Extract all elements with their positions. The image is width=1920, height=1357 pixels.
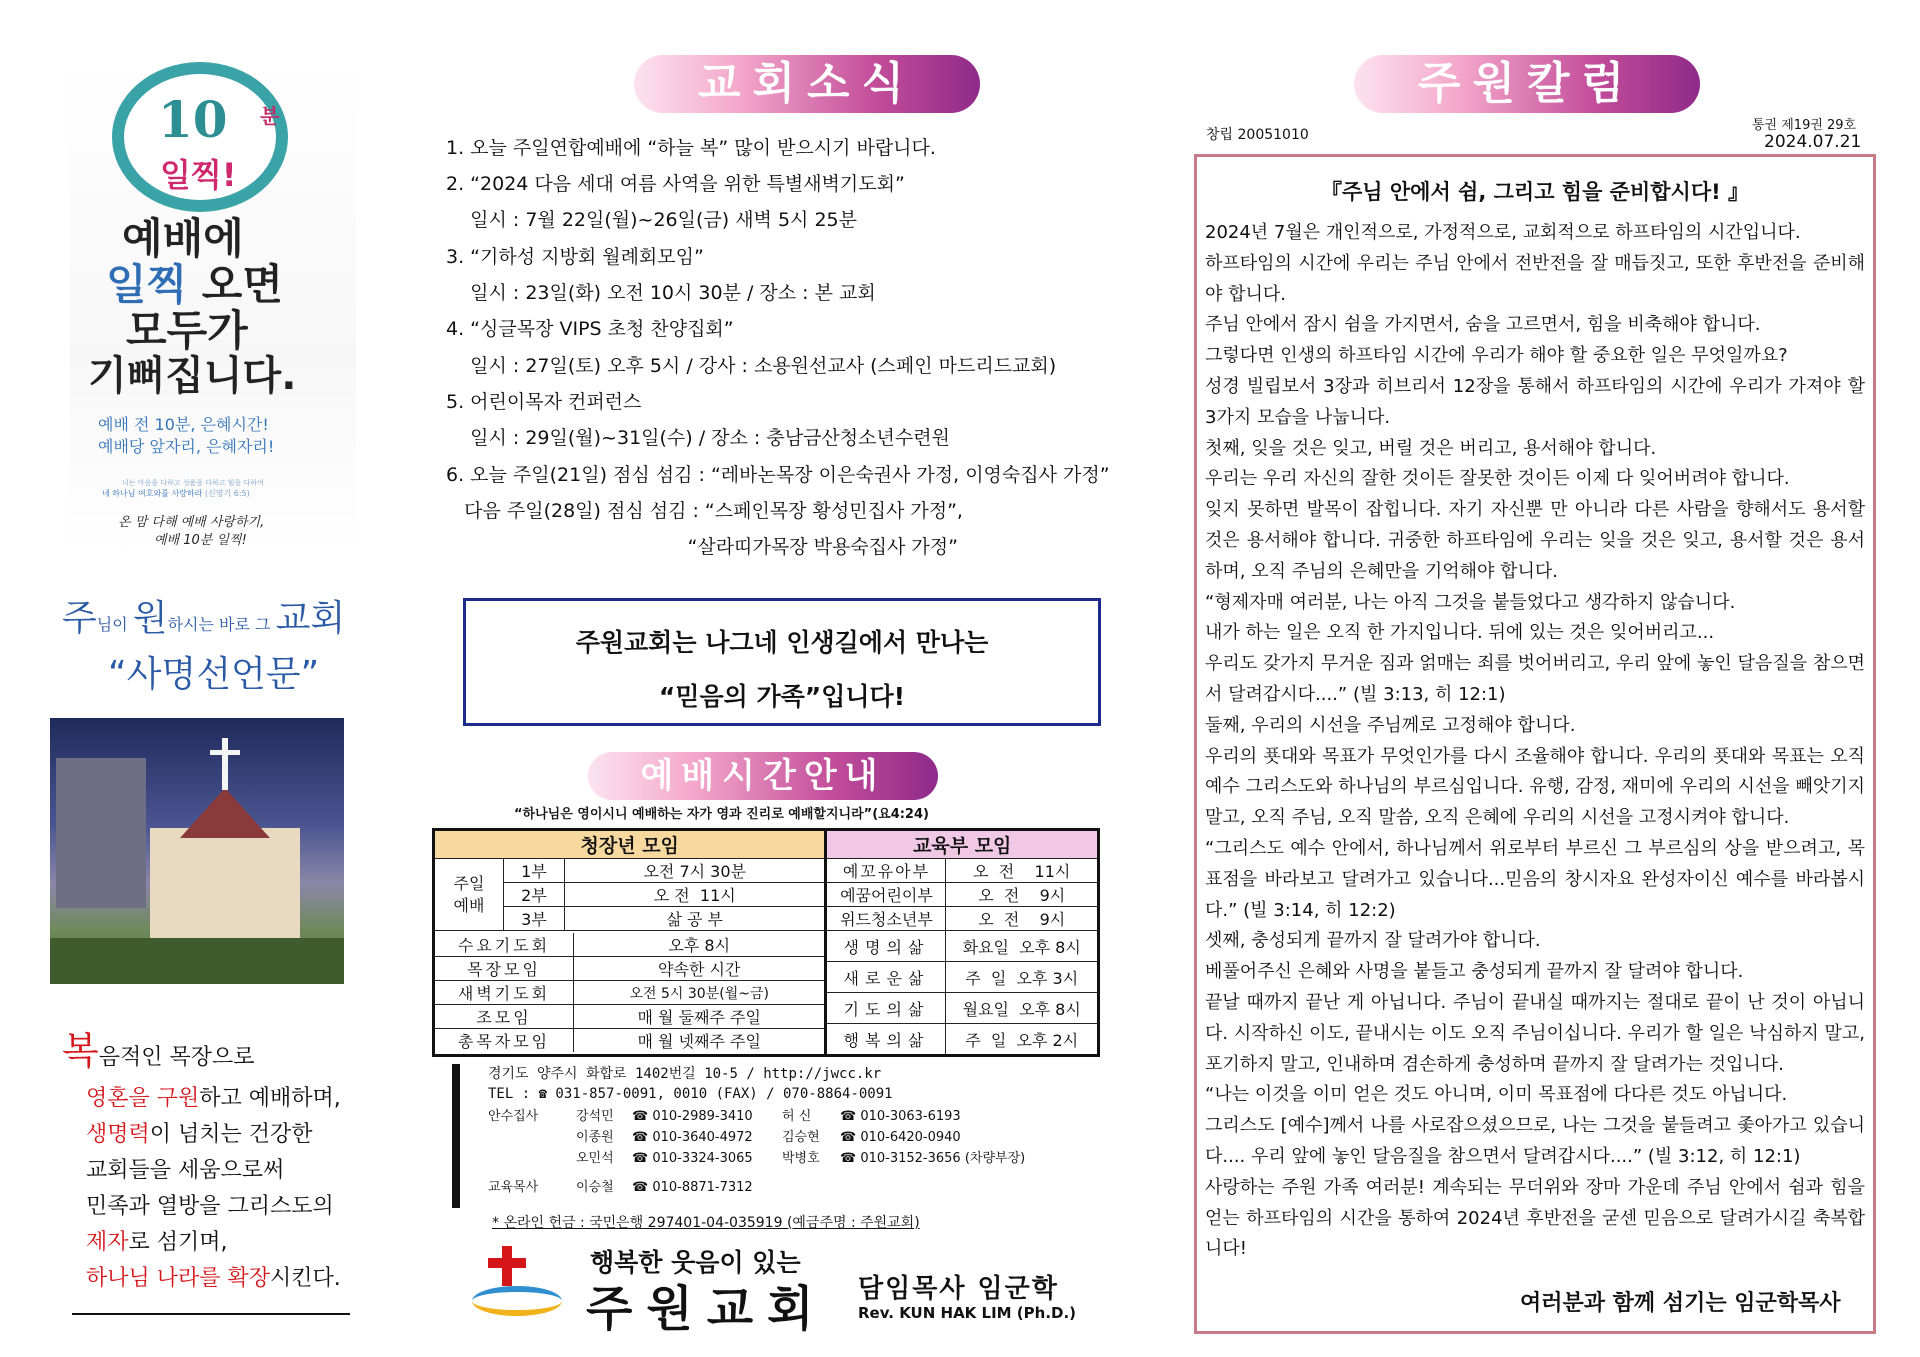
- column-paragraph: 베풀어주신 은혜와 사명을 붙들고 충성되게 끝까지 잘 달려야 합니다.: [1205, 961, 1744, 983]
- table-row: 약속한 시간: [574, 957, 825, 981]
- column-paragraph: 그렇다면 인생의 하프타임 시간에 우리가 해야 할 중요한 일은 무엇일까요?: [1205, 345, 1788, 367]
- staff-row: 이종원 ☎ 010-3640-4972 김승현 ☎ 010-6420-0940: [576, 1130, 961, 1145]
- column-paragraph: 사랑하는 주원 가족 여러분! 계속되는 무더위와 장마 가운데 주님 안에서 쉼과 힘을 얻는 하프타임의 시간을 통하여 2024년 후반전을 굳센 믿음으로 달려가시길 축복합니다!: [1205, 1176, 1865, 1260]
- vision-line: 하나님 나라를 확장시킨다.: [86, 1266, 341, 1291]
- vision-statement: [62, 1020, 362, 1297]
- vision-title: 복음적인 목장으로: [62, 1029, 255, 1073]
- column-paragraph: 끝날 때까지 끝난 게 아닙니다. 주님이 끝내실 때까지는 절대로 끝이 난 것이 아닙니다. 시작하신 이도, 끝내시는 이도 오직 주님이십니다. 우리가 할 일은 낙심하지 말고, 포기하지 말고, 인내하며 겸손하게 충성하며 끝까지 잘 달려가는 것입니다.: [1205, 991, 1865, 1075]
- column-paragraph: 주님 안에서 잠시 쉼을 가지면서, 숨을 고르면서, 힘을 비축해야 합니다.: [1205, 314, 1761, 336]
- logo-church-name: 주원교회: [586, 1281, 828, 1337]
- table-row: 조모임: [435, 1005, 574, 1029]
- news-item: 5. 어린이목자 컨퍼런스: [446, 391, 642, 413]
- contact-bar: [452, 1064, 460, 1208]
- column-paragraph: 첫째, 잊을 것은 잊고, 버릴 것은 버리고, 용서해야 합니다.: [1205, 437, 1657, 459]
- news-item: 일시 : 29일(월)~31일(수) / 장소 : 충남금산청소년수련원: [446, 427, 950, 449]
- news-item: 3. “기하성 지방회 월례회모임”: [446, 246, 704, 268]
- pastor-english: Rev. KUN HAK LIM (Ph.D.): [858, 1304, 1077, 1322]
- news-header: 교회소식: [634, 55, 980, 113]
- vision-line: 생명력이 넘치는 건강한: [86, 1122, 313, 1147]
- news-item: 일시 : 23일(화) 오전 10시 30분 / 장소 : 본 교회: [446, 282, 876, 304]
- column-title: 『주님 안에서 쉼, 그리고 힘을 준비합시다! 』: [1321, 180, 1749, 204]
- table-row: 생명의삶: [827, 931, 946, 962]
- column-paragraph: 내가 하는 일은 오직 한 가지입니다. 뒤에 있는 것은 잊어버리고...: [1205, 622, 1715, 644]
- column-paragraph: 2024년 7월은 개인적으로, 가정적으로, 교회적으로 하프타임의 시간입니다.: [1205, 222, 1801, 243]
- table-row: 오 전 9시: [946, 883, 1099, 907]
- table-row: 위드청소년부: [826, 907, 946, 931]
- banner-line-1: 예배에: [122, 214, 244, 263]
- table-row: 예꼬유아부: [826, 859, 946, 883]
- table-row: 매 월 넷째주 주일: [574, 1029, 825, 1053]
- table-row: 새로운삶: [827, 962, 946, 993]
- banner-small-1: 너는 마음을 다하고 성품을 다하고 힘을 다하여: [122, 479, 264, 487]
- table-row: 오후 8시: [574, 933, 825, 957]
- table-row: 1부 오전 7시 30분: [504, 859, 826, 883]
- banner-line-2: 일찍 오면: [106, 260, 283, 309]
- table-row: 새벽기도회: [435, 981, 574, 1005]
- column-paragraph: “형제자매 여러분, 나는 아직 그것을 붙들었다고 생각하지 않습니다.: [1205, 591, 1736, 613]
- news-item: “살라띠가목장 박용숙집사 가정”: [446, 536, 958, 558]
- logo-tagline: 행복한 웃음이 있는: [590, 1248, 801, 1277]
- vision-line: 교회들을 세움으로써: [86, 1158, 285, 1183]
- table-row: 예꿈어린이부: [826, 883, 946, 907]
- phone-line: TEL : ☎ 031-857-0091, 0010 (FAX) / 070-8864-0091: [488, 1086, 893, 1102]
- table-row: 수요기도회: [435, 933, 574, 957]
- column-signature: 여러분과 함께 섬기는 임군학목사: [1520, 1291, 1841, 1316]
- table-row: 월요일 오후 8시: [946, 993, 1097, 1024]
- contact-info: [488, 1064, 893, 1104]
- banner-highlight: 일찍: [106, 260, 188, 309]
- worship-early-banner: [70, 56, 356, 556]
- table-row: 3부 삶 공 부: [504, 907, 826, 931]
- logo-word: 일찍!: [160, 156, 237, 194]
- staff-row: 오민석 ☎ 010-3324-3065 박병호 ☎ 010-3152-3656 (차량부장): [576, 1151, 1026, 1166]
- table-row: 화요일 오후 8시: [946, 931, 1097, 962]
- vision-line: 민족과 열방을 그리스도의: [86, 1194, 334, 1219]
- news-item: 1. 오늘 주일연합예배에 “하늘 복” 많이 받으시기 바랍니다.: [446, 137, 936, 159]
- column-paragraph: 우리는 우리 자신의 잘한 것이든 잘못한 것이든 이제 다 잊어버려야 합니다.: [1205, 468, 1790, 490]
- news-item: 일시 : 7월 22일(월)~26일(금) 새벽 5시 25분: [446, 209, 857, 231]
- sunday-worship-label: 주일 예배: [434, 859, 504, 931]
- column-body: [1205, 218, 1865, 1265]
- founded-date: 창립 20051010: [1206, 127, 1309, 143]
- vision-line: 영혼을 구원하고 예배하며,: [86, 1086, 341, 1111]
- schedule-table-wrap: [432, 828, 1100, 1057]
- table-row: 행복의삶: [827, 1024, 946, 1055]
- column-paragraph: “그리스도 예수 안에서, 하나님께서 위로부터 부르신 그 부르심의 상을 받으려고, 목표점을 바라보고 달려가고 있습니다...믿음의 창시자요 완성자이신 예수를 바라봅시다.” (빌 3:14, 히 12:2): [1205, 837, 1865, 921]
- banner-handwriting-1: 온 맘 다해 예배 사랑하기,: [118, 515, 265, 530]
- family-motto-box: [463, 598, 1101, 726]
- address-line: 경기도 양주시 화합로 1402번길 10-5 / http://jwcc.kr: [488, 1066, 882, 1082]
- church-building-image: [50, 718, 344, 984]
- column-paragraph: “나는 이것을 이미 얻은 것도 아니며, 이미 목표점에 다다른 것도 아닙니다.: [1205, 1084, 1788, 1106]
- table-head-left: 청장년 모임: [434, 830, 826, 859]
- column-paragraph: 우리도 갖가지 무거운 짐과 얽매는 죄를 벗어버리고, 우리 앞에 놓인 달음질을 참으면서 달려갑시다....” (빌 3:13, 히 12:1): [1205, 653, 1865, 705]
- motto-line-2: “믿음의 가족”입니다!: [658, 682, 906, 711]
- table-row: 2부 오 전 11시: [504, 883, 826, 907]
- column-paragraph: 둘째, 우리의 시선을 주님께로 고정해야 합니다.: [1205, 714, 1576, 736]
- table-row: 매 월 둘째주 주일: [574, 1005, 825, 1029]
- online-offering: * 온라인 헌금 : 국민은행 297401-04-035919 (예금주명 : 주원교회): [492, 1215, 920, 1231]
- motto-line-1: 주원교회는 나그네 인생길에서 만나는: [575, 628, 989, 657]
- banner-small-2: 네 하나님 여호와를 사랑하라 (신명기 6:5): [102, 489, 250, 498]
- column-paragraph: 하프타임의 시간에 우리는 주님 안에서 전반전을 잘 매듭짓고, 또한 후반전을 준비해야 합니다.: [1205, 252, 1865, 305]
- left-bottom-rule: [72, 1313, 350, 1315]
- pastor-korean: 담임목사 임군학: [858, 1274, 1059, 1304]
- logo-unit: 분: [260, 104, 280, 128]
- news-item: 2. “2024 다음 세대 여름 사역을 위한 특별새벽기도회”: [446, 173, 905, 195]
- banner-line-4: 기뻐집니다.: [88, 353, 297, 399]
- staff-row: 교육목사 이승철 ☎ 010-8871-7312: [488, 1180, 753, 1195]
- table-row: 오 전 11시: [946, 859, 1099, 883]
- issue-number: 통권 제19권 29호: [1752, 118, 1857, 133]
- staff-list: [488, 1106, 1025, 1198]
- table-row: 주 일 오후 2시: [946, 1024, 1097, 1055]
- church-logo: [466, 1246, 576, 1326]
- table-head-right: 교육부 모임: [826, 830, 1099, 859]
- column-paragraph: 잊지 못하면 발목이 잡힙니다. 자기 자신뿐 만 아니라 다른 사람을 향해서도 용서할 것은 용서해야 합니다. 귀중한 하프타임에 우리는 잊을 것은 잊고, 용서할 것은 용서하며, 오직 주님의 은혜만을 기억해야 합니다.: [1205, 499, 1865, 582]
- logo-number: 10: [158, 90, 228, 149]
- staff-row: 안수집사 강석민 ☎ 010-2989-3410 허 신 ☎ 010-3063-6193: [488, 1109, 961, 1124]
- table-row: 오 전 9시: [946, 907, 1099, 931]
- column-header: 주원칼럼: [1354, 55, 1700, 113]
- banner-line-3: 모두가: [126, 306, 248, 355]
- column-paragraph: 성경 빌립보서 3장과 히브리서 12장을 통해서 하프타임의 시간에 우리가 가져야 할 3가지 모습을 나눕니다.: [1205, 375, 1865, 428]
- banner-sub-2: 예배당 앞자리, 은혜자리!: [98, 437, 275, 456]
- column-paragraph: 셋째, 충성되게 끝까지 잘 달려가야 합니다.: [1205, 930, 1541, 952]
- table-row: 오전 5시 30분(월~금): [574, 981, 825, 1005]
- banner-sub-1: 예배 전 10분, 은혜시간!: [98, 415, 269, 434]
- column-paragraph: 우리의 푯대와 목표가 무엇인가를 다시 조율해야 합니다. 우리의 푯대와 목표는 오직 예수 그리스도와 하나님의 부르심입니다. 유행, 감정, 재미에 우리의 시선을 빼앗기지 말고, 오직 주님, 오직 말씀, 오직 은혜에 우리의 시선을 고정시켜야 합니다.: [1205, 745, 1865, 829]
- table-row: 총목자모임: [435, 1029, 574, 1053]
- news-item: 6. 오늘 주일(21일) 점심 섬김 : “레바논목장 이은숙권사 가정, 이영숙집사 가정”: [446, 464, 1110, 486]
- schedule-table: [432, 828, 1100, 1057]
- news-item: 일시 : 27일(토) 오후 5시 / 강사 : 소용원선교사 (스페인 마드리드교회): [446, 355, 1057, 377]
- banner-handwriting-2: 예배 10분 일찍!: [154, 533, 247, 548]
- table-row: 기도의삶: [827, 993, 946, 1024]
- vision-line: 제자로 섬기며,: [86, 1230, 228, 1255]
- mission-heading: 주님이 원하시는 바로 그 교회: [62, 598, 346, 639]
- table-row: 주 일 오후 3시: [946, 962, 1097, 993]
- issue-date: 2024.07.21: [1764, 132, 1862, 152]
- worship-verse: “하나님은 영이시니 예배하는 자가 영과 진리로 예배할지니라”(요4:24): [514, 807, 929, 822]
- mission-title: “사명선언문”: [108, 654, 320, 695]
- news-item: 4. “싱글목장 VIPS 초청 찬양집회”: [446, 318, 734, 340]
- table-row: 목장모임: [435, 957, 574, 981]
- worship-header: 예배시간안내: [588, 752, 938, 800]
- column-paragraph: 그리스도 [예수]께서 나를 사로잡으셨으므로, 나는 그것을 붙들려고 좇아가고 있습니다.... 우리 앞에 놓인 달음질을 참으면서 달려갑시다....” (빌 3:12, 히 12:1): [1205, 1115, 1865, 1167]
- news-item: 다음 주일(28일) 점심 섬김 : “스페인목장 황성민집사 가정”,: [446, 500, 963, 522]
